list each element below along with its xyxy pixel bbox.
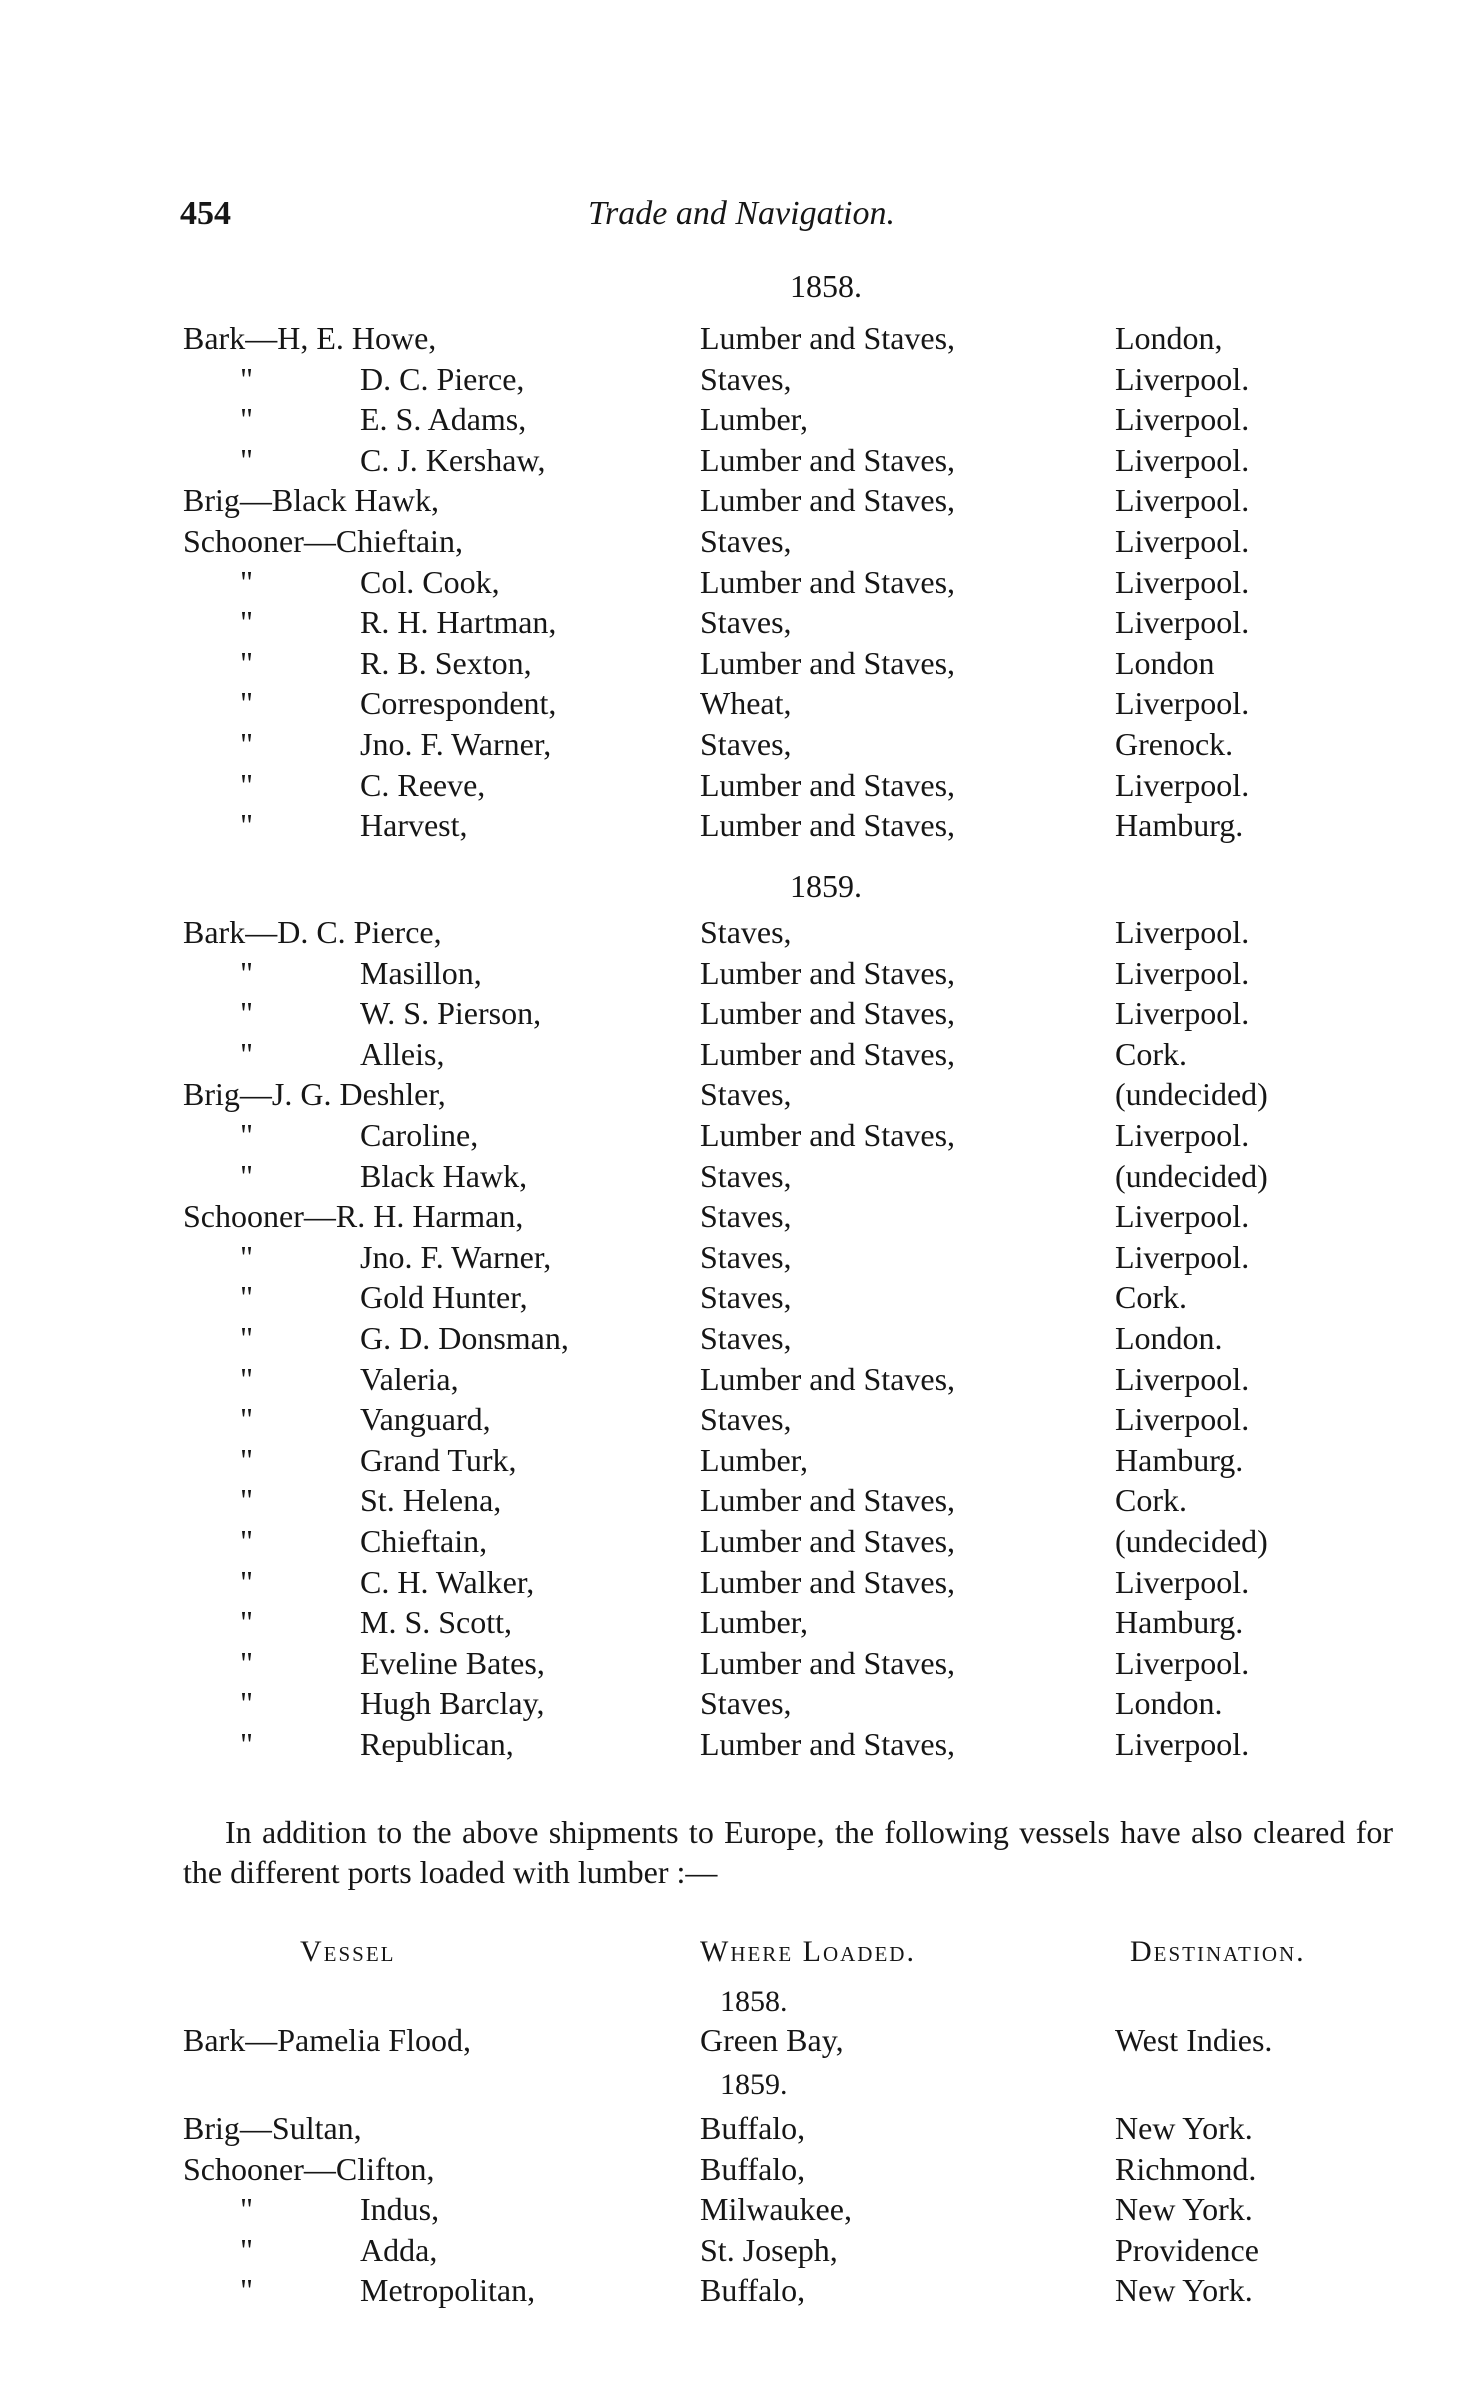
cargo: Staves, — [700, 1157, 792, 1194]
table-row — [0, 643, 1480, 684]
table-row — [0, 2189, 1480, 2230]
cargo: Lumber and Staves, — [700, 441, 956, 478]
table-row — [0, 805, 1480, 846]
destination: West Indies. — [1115, 2022, 1273, 2058]
paragraph — [183, 1812, 1393, 1892]
header-vessel: Vessel — [300, 1935, 396, 1968]
header-destination: Destination. — [1130, 1935, 1306, 1968]
table-row — [0, 1156, 1480, 1197]
cargo: Lumber and Staves, — [700, 320, 956, 356]
ditto-mark: " — [240, 807, 254, 844]
vessel-name: M. S. Scott, — [360, 1604, 513, 1641]
cargo: Lumber and Staves, — [700, 1725, 956, 1762]
cargo: Staves, — [700, 914, 792, 950]
ditto-mark: " — [240, 1319, 254, 1356]
ditto-mark: " — [240, 1238, 254, 1275]
vessel-name: Chieftain, — [360, 1522, 488, 1559]
vessel-name: Adda, — [360, 2231, 438, 2268]
table-row — [0, 1318, 1480, 1359]
destination: Hamburg. — [1115, 1604, 1244, 1641]
destination: Cork. — [1115, 1035, 1187, 1072]
vessel-name: Schooner—R. H. Harman, — [183, 1198, 524, 1235]
destination: Liverpool. — [1115, 604, 1250, 641]
table-row — [0, 953, 1480, 994]
vessel-name: Valeria, — [360, 1360, 459, 1397]
cargo: Lumber and Staves, — [700, 1563, 956, 1600]
vessel-name: Bark—H, E. Howe, — [183, 320, 437, 356]
ditto-mark: " — [240, 995, 254, 1032]
vessel-name: R. B. Sexton, — [360, 644, 532, 681]
vessel-name: Metropolitan, — [360, 2272, 536, 2309]
where-loaded: Buffalo, — [700, 2272, 806, 2309]
table-row — [0, 399, 1480, 440]
vessel-name: Bark—D. C. Pierce, — [183, 914, 442, 950]
where-loaded: Milwaukee, — [700, 2191, 852, 2228]
cargo: Lumber and Staves, — [700, 563, 956, 600]
vessel-name: Caroline, — [360, 1116, 479, 1153]
ditto-mark: " — [240, 2272, 254, 2309]
destination: London — [1115, 644, 1215, 681]
paragraph-text: In addition to the above shipments to Europe, the following vessels have also cleared for the different ports loaded with lumber :— — [183, 1814, 1393, 1890]
ditto-mark: " — [240, 360, 254, 397]
vessel-name: Bark—Pamelia Flood, — [183, 2022, 471, 2058]
table-row — [0, 683, 1480, 724]
vessel-name: Harvest, — [360, 807, 468, 844]
table-row — [0, 1074, 1480, 1115]
destination: Liverpool. — [1115, 522, 1250, 559]
ditto-mark: " — [240, 1685, 254, 1722]
vessel-name: Republican, — [360, 1725, 514, 1762]
vessel-name: Brig—J. G. Deshler, — [183, 1076, 446, 1113]
table-row — [0, 359, 1480, 400]
cargo: Staves, — [700, 604, 792, 641]
destination: Grenock. — [1115, 725, 1234, 762]
table-row — [0, 1440, 1480, 1481]
vessel-name: Jno. F. Warner, — [360, 1238, 552, 1275]
table-row — [0, 2020, 1480, 2061]
destination: Liverpool. — [1115, 1644, 1250, 1681]
ditto-mark: " — [240, 1035, 254, 1072]
destination: London, — [1115, 320, 1223, 356]
destination: London. — [1115, 1685, 1223, 1722]
destination: New York. — [1115, 2272, 1253, 2309]
destination: (undecided) — [1115, 1076, 1268, 1113]
ditto-mark: " — [240, 725, 254, 762]
vessel-name: Masillon, — [360, 954, 482, 991]
destination: Liverpool. — [1115, 1401, 1250, 1438]
destination: Liverpool. — [1115, 1725, 1250, 1762]
cargo: Lumber, — [700, 1441, 809, 1478]
ditto-mark: " — [240, 2191, 254, 2228]
ditto-mark: " — [240, 766, 254, 803]
cargo: Staves, — [700, 725, 792, 762]
table-row — [0, 2108, 1480, 2149]
destination: Hamburg. — [1115, 807, 1244, 844]
table-row — [0, 1359, 1480, 1400]
ditto-mark: " — [240, 685, 254, 722]
vessel-name: Schooner—Chieftain, — [183, 522, 463, 559]
cargo: Staves, — [700, 1401, 792, 1438]
cargo: Lumber and Staves, — [700, 1644, 956, 1681]
vessel-name: C. Reeve, — [360, 766, 486, 803]
vessel-name: D. C. Pierce, — [360, 360, 525, 397]
year-heading-1859: 1859. — [790, 868, 862, 904]
ditto-mark: " — [240, 644, 254, 681]
cargo: Staves, — [700, 1279, 792, 1316]
second-table-1858 — [0, 2020, 1480, 2061]
destination: Liverpool. — [1115, 441, 1250, 478]
vessel-name: Brig—Black Hawk, — [183, 482, 439, 519]
cargo: Staves, — [700, 1076, 792, 1113]
table-row — [0, 1602, 1480, 1643]
table-row — [0, 602, 1480, 643]
destination: Richmond. — [1115, 2150, 1257, 2187]
shipments-1859-table — [0, 912, 1480, 1764]
destination: Liverpool. — [1115, 360, 1250, 397]
table-row — [0, 1237, 1480, 1278]
destination: Providence — [1115, 2231, 1259, 2268]
ditto-mark: " — [240, 563, 254, 600]
destination: Liverpool. — [1115, 1116, 1250, 1153]
table-row — [0, 1724, 1480, 1765]
page-number: 454 — [180, 195, 231, 232]
table-row — [0, 724, 1480, 765]
cargo: Lumber and Staves, — [700, 482, 956, 519]
table-row — [0, 2149, 1480, 2190]
cargo: Lumber and Staves, — [700, 1360, 956, 1397]
destination: New York. — [1115, 2191, 1253, 2228]
table-row — [0, 2270, 1480, 2311]
vessel-name: Indus, — [360, 2191, 440, 2228]
where-loaded: Green Bay, — [700, 2022, 844, 2058]
second-table-1859 — [0, 2108, 1480, 2311]
vessel-name: Black Hawk, — [360, 1157, 528, 1194]
vessel-name: Hugh Barclay, — [360, 1685, 545, 1722]
destination: (undecided) — [1115, 1157, 1268, 1194]
destination: Liverpool. — [1115, 766, 1250, 803]
vessel-name: Jno. F. Warner, — [360, 725, 552, 762]
running-title: Trade and Navigation. — [588, 195, 895, 232]
destination: Liverpool. — [1115, 1360, 1250, 1397]
destination: New York. — [1115, 2110, 1253, 2146]
cargo: Lumber and Staves, — [700, 1482, 956, 1519]
where-loaded: Buffalo, — [700, 2150, 806, 2187]
ditto-mark: " — [240, 1522, 254, 1559]
destination: Liverpool. — [1115, 1238, 1250, 1275]
table-row — [0, 1277, 1480, 1318]
cargo: Staves, — [700, 522, 792, 559]
vessel-name: Gold Hunter, — [360, 1279, 528, 1316]
vessel-name: Brig—Sultan, — [183, 2110, 362, 2146]
vessel-name: Eveline Bates, — [360, 1644, 545, 1681]
table-row — [0, 993, 1480, 1034]
ditto-mark: " — [240, 2231, 254, 2268]
cargo: Wheat, — [700, 685, 792, 722]
destination: Liverpool. — [1115, 401, 1250, 438]
cargo: Staves, — [700, 1319, 792, 1356]
cargo: Lumber and Staves, — [700, 1116, 956, 1153]
vessel-name: St. Helena, — [360, 1482, 502, 1519]
table-row — [0, 1115, 1480, 1156]
vessel-name: C. J. Kershaw, — [360, 441, 546, 478]
table-row — [0, 440, 1480, 481]
cargo: Lumber, — [700, 1604, 809, 1641]
vessel-name: Correspondent, — [360, 685, 557, 722]
second-year-1859: 1859. — [720, 2068, 788, 2101]
destination: Liverpool. — [1115, 995, 1250, 1032]
destination: (undecided) — [1115, 1522, 1268, 1559]
cargo: Staves, — [700, 1198, 792, 1235]
vessel-name: Vanguard, — [360, 1401, 491, 1438]
cargo: Lumber and Staves, — [700, 1035, 956, 1072]
cargo: Staves, — [700, 360, 792, 397]
ditto-mark: " — [240, 1725, 254, 1762]
destination: Liverpool. — [1115, 954, 1250, 991]
ditto-mark: " — [240, 1644, 254, 1681]
ditto-mark: " — [240, 401, 254, 438]
table-row — [0, 562, 1480, 603]
ditto-mark: " — [240, 1279, 254, 1316]
header-where-loaded: Where Loaded. — [700, 1935, 916, 1968]
destination: Liverpool. — [1115, 563, 1250, 600]
shipments-1858-table — [0, 318, 1480, 846]
year-heading-1858: 1858. — [790, 268, 862, 304]
destination: Cork. — [1115, 1279, 1187, 1316]
cargo: Lumber and Staves, — [700, 995, 956, 1032]
vessel-name: R. H. Hartman, — [360, 604, 557, 641]
ditto-mark: " — [240, 1360, 254, 1397]
ditto-mark: " — [240, 604, 254, 641]
table-row — [0, 1480, 1480, 1521]
vessel-name: E. S. Adams, — [360, 401, 527, 438]
table-row — [0, 521, 1480, 562]
ditto-mark: " — [240, 1441, 254, 1478]
destination: Hamburg. — [1115, 1441, 1244, 1478]
cargo: Lumber and Staves, — [700, 644, 956, 681]
ditto-mark: " — [240, 1116, 254, 1153]
destination: Liverpool. — [1115, 685, 1250, 722]
table-row — [0, 1562, 1480, 1603]
table-row — [0, 1643, 1480, 1684]
vessel-name: Col. Cook, — [360, 563, 500, 600]
destination: Liverpool. — [1115, 482, 1250, 519]
destination: Liverpool. — [1115, 1563, 1250, 1600]
cargo: Lumber and Staves, — [700, 1522, 956, 1559]
table-row — [0, 318, 1480, 359]
vessel-name: C. H. Walker, — [360, 1563, 535, 1600]
cargo: Lumber, — [700, 401, 809, 438]
table-row — [0, 2230, 1480, 2271]
destination: Liverpool. — [1115, 914, 1250, 950]
ditto-mark: " — [240, 1482, 254, 1519]
destination: London. — [1115, 1319, 1223, 1356]
cargo: Lumber and Staves, — [700, 954, 956, 991]
table-row — [0, 1034, 1480, 1075]
cargo: Staves, — [700, 1685, 792, 1722]
table-row — [0, 1196, 1480, 1237]
vessel-name: G. D. Donsman, — [360, 1319, 569, 1356]
vessel-name: W. S. Pierson, — [360, 995, 542, 1032]
ditto-mark: " — [240, 441, 254, 478]
ditto-mark: " — [240, 1401, 254, 1438]
vessel-name: Grand Turk, — [360, 1441, 517, 1478]
ditto-mark: " — [240, 954, 254, 991]
where-loaded: St. Joseph, — [700, 2231, 838, 2268]
destination: Cork. — [1115, 1482, 1187, 1519]
ditto-mark: " — [240, 1604, 254, 1641]
page-header — [0, 195, 1480, 245]
ditto-mark: " — [240, 1157, 254, 1194]
second-table-header — [0, 1935, 1480, 1975]
table-row — [0, 1399, 1480, 1440]
table-row — [0, 765, 1480, 806]
destination: Liverpool. — [1115, 1198, 1250, 1235]
cargo: Staves, — [700, 1238, 792, 1275]
cargo: Lumber and Staves, — [700, 807, 956, 844]
ditto-mark: " — [240, 1563, 254, 1600]
second-year-1858: 1858. — [720, 1985, 788, 2018]
table-row — [0, 1683, 1480, 1724]
where-loaded: Buffalo, — [700, 2110, 806, 2146]
table-row — [0, 912, 1480, 953]
table-row — [0, 1521, 1480, 1562]
vessel-name: Alleis, — [360, 1035, 445, 1072]
vessel-name: Schooner—Clifton, — [183, 2150, 435, 2187]
cargo: Lumber and Staves, — [700, 766, 956, 803]
table-row — [0, 480, 1480, 521]
